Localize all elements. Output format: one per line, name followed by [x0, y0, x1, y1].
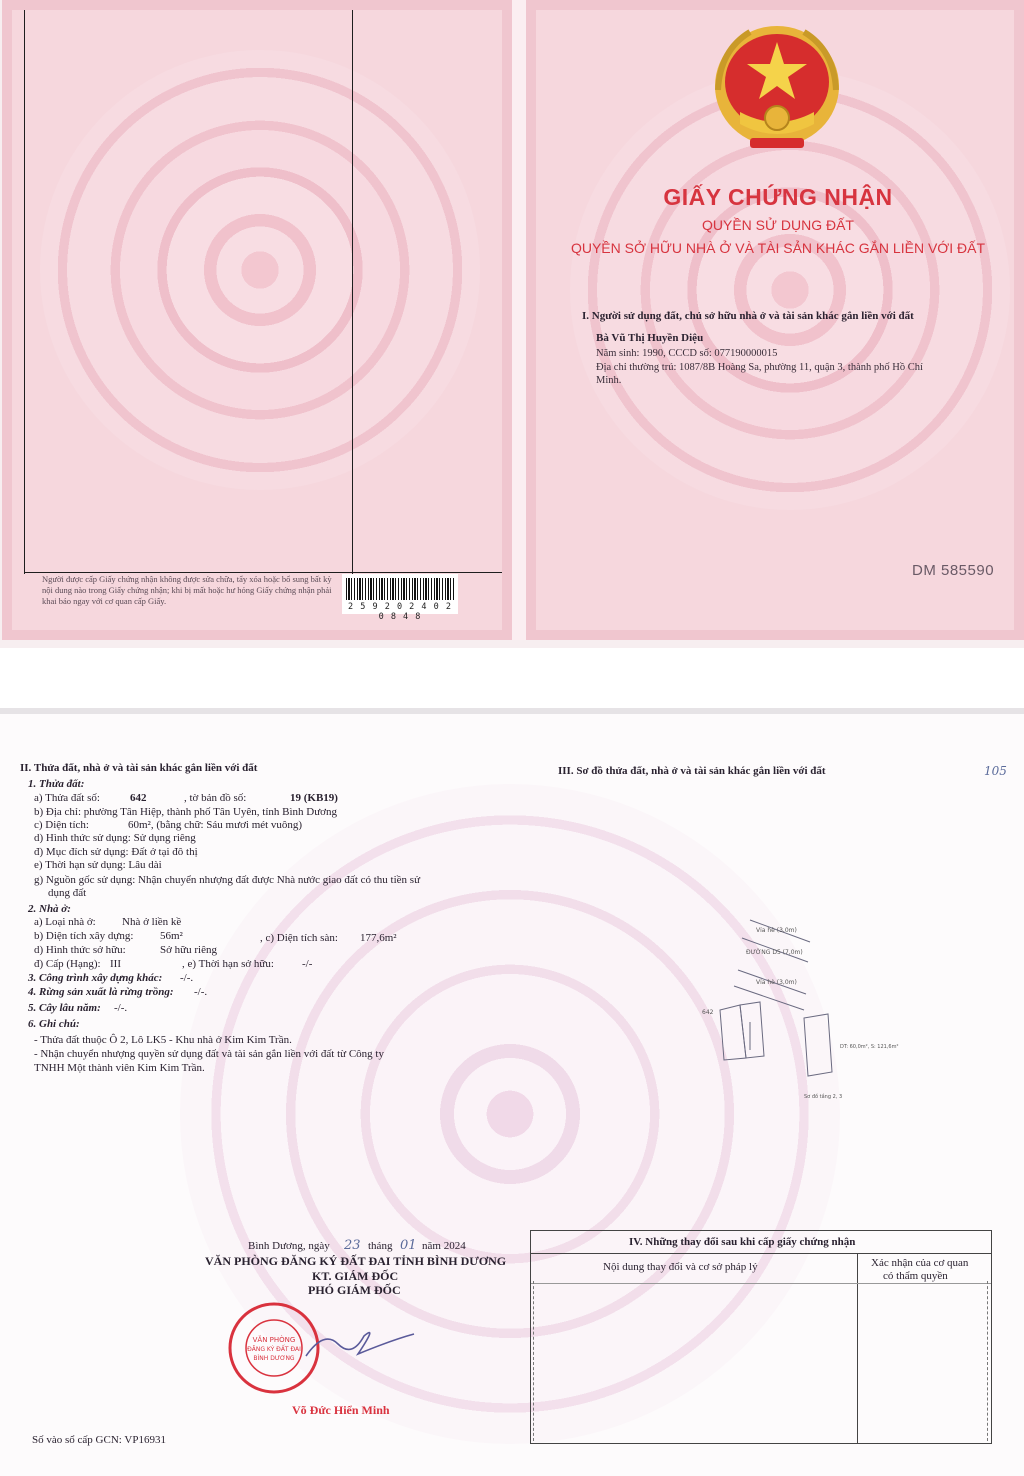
- grade-label: đ) Cấp (Hạng):: [34, 958, 101, 970]
- owner-birth-id: Năm sinh: 1990, CCCD số: 077190000015: [596, 348, 778, 359]
- changes-col-confirm: Xác nhận của cơ quan: [871, 1257, 969, 1269]
- map-value: 19 (KB19): [290, 792, 338, 804]
- corner-mark: 105: [984, 764, 1007, 778]
- other-works-label: 3. Công trình xây dựng khác:: [28, 972, 163, 984]
- table-divider: [531, 1253, 991, 1254]
- build-area-value: 56m²: [160, 930, 183, 942]
- date-month-label: tháng: [368, 1240, 393, 1252]
- note-1: - Thửa đất thuộc Ô 2, Lô LK5 - Khu nhà ở Kim Kim Trần.: [34, 1034, 292, 1046]
- svg-text:BÌNH DƯƠNG: BÌNH DƯƠNG: [253, 1355, 295, 1362]
- own-duration-value: -/-: [302, 958, 313, 970]
- land-address: b) Địa chỉ: phường Tân Hiệp, thành phố Tân Uyên, tỉnh Bình Dương: [34, 806, 337, 818]
- table-margin-line: [987, 1281, 988, 1441]
- serial-number: DM 585590: [912, 562, 995, 579]
- owner-name: Bà Vũ Thị Huyền Diệu: [596, 332, 704, 344]
- certificate-cover: [0, 0, 1024, 648]
- cover-back-panel: [2, 0, 512, 640]
- perennial-label: 5. Cây lâu năm:: [28, 1002, 101, 1014]
- owner-address: Địa chỉ thường trú: 1087/8B Hoàng Sa, phường 11, quận 3, thành phố Hồ Chí: [596, 362, 923, 373]
- fold-line: [24, 10, 25, 574]
- sketch-road-2: ĐƯỜNG D5 (7,0m): [746, 949, 803, 956]
- map-label: , tờ bản đồ số:: [184, 792, 247, 804]
- ownership-value: Sở hữu riêng: [160, 944, 217, 956]
- date-year: năm 2024: [422, 1240, 466, 1252]
- signer-name: Võ Đức Hiển Minh: [292, 1403, 390, 1417]
- table-divider: [531, 1283, 991, 1284]
- sketch-area: DT: 60,0m², S: 121,6m²: [840, 1044, 899, 1050]
- changes-col-content: Nội dung thay đổi và cơ sở pháp lý: [603, 1261, 758, 1273]
- land-purpose: đ) Mục đích sử dụng: Đất ở tại đô thị: [34, 846, 198, 858]
- svg-text:VĂN PHÒNG: VĂN PHÒNG: [252, 1336, 296, 1344]
- table-margin-line: [533, 1281, 534, 1441]
- sketch-road-1: Vỉa hè (3,0m): [756, 927, 797, 934]
- grade-value: III: [110, 958, 121, 970]
- section-2-heading: II. Thửa đất, nhà ở và tài sản khác gắn liền với đất: [20, 762, 258, 774]
- floor-area-label: , c) Diện tích sàn:: [260, 932, 338, 944]
- forest-value: -/-.: [194, 986, 208, 998]
- changes-table: [530, 1230, 992, 1444]
- kt-director: KT. GIÁM ĐỐC: [312, 1269, 399, 1283]
- perennial-value: -/-.: [114, 1002, 128, 1014]
- date-month: 01: [400, 1238, 417, 1253]
- national-emblem-icon: [710, 20, 844, 160]
- ownership-label: d) Hình thức sở hữu:: [34, 944, 126, 956]
- date-prefix: Bình Dương, ngày: [248, 1240, 330, 1252]
- parcel-value: 642: [130, 792, 147, 804]
- drum-pattern: [40, 50, 480, 490]
- area-label: c) Diện tích:: [34, 819, 89, 831]
- note-3: TNHH Một thành viên Kim Kim Trần.: [34, 1062, 205, 1074]
- own-duration-label: , e) Thời hạn sở hữu:: [182, 958, 274, 970]
- owner-address-cont: Minh.: [596, 375, 622, 386]
- cover-warning-note: Người được cấp Giấy chứng nhận không được sửa chữa, tẩy xóa hoặc bổ sung bất kỳ nội dung nào trong Giấy chứng nhận; khi bị mất hoặc hư hỏng Giấy chứng nhận phải khai báo ngay với cơ quan cấp Giấy.: [42, 574, 332, 606]
- certificate-title: GIẤY CHỨNG NHẬN: [663, 184, 893, 210]
- use-form: d) Hình thức sử dụng: Sử dụng riêng: [34, 832, 196, 844]
- area-value: 60m², (bằng chữ: Sáu mươi mét vuông): [128, 819, 303, 831]
- barcode-bars: [346, 578, 454, 600]
- section-1-heading: I. Người sử dụng đất, chủ sở hữu nhà ở và tài sản khác gắn liền với đất: [582, 310, 914, 322]
- table-column-divider: [857, 1253, 858, 1443]
- sketch-floor-note: Sơ đồ tầng 2, 3: [804, 1094, 843, 1100]
- house-heading: 2. Nhà ở:: [28, 903, 71, 915]
- barcode-number: 2 5 9 2 0 2 4 0 2 0 8 4 8: [348, 602, 452, 622]
- house-type-value: Nhà ở liền kề: [122, 916, 182, 928]
- svg-text:ĐĂNG KÝ ĐẤT ĐAI: ĐĂNG KÝ ĐẤT ĐAI: [247, 1346, 301, 1353]
- other-works-value: -/-.: [180, 972, 194, 984]
- house-type-label: a) Loại nhà ở:: [34, 916, 96, 928]
- changes-col-confirm-cont: có thẩm quyền: [883, 1270, 948, 1282]
- land-heading: 1. Thửa đất:: [28, 778, 85, 790]
- land-origin: g) Nguồn gốc sử dụng: Nhận chuyển nhượng đất được Nhà nước giao đất có thu tiền sử: [34, 874, 421, 886]
- forest-label: 4. Rừng sản xuất là rừng trồng:: [28, 986, 174, 998]
- notes-heading: 6. Ghi chú:: [28, 1018, 80, 1030]
- date-day: 23: [344, 1238, 361, 1253]
- cover-spine: [512, 0, 526, 640]
- register-number: Số vào sổ cấp GCN: VP16931: [32, 1434, 166, 1446]
- deputy-director: PHÓ GIÁM ĐỐC: [308, 1283, 401, 1297]
- note-2: - Nhận chuyển nhượng quyền sử dụng đất và tài sản gắn liền với đất từ Công ty: [34, 1048, 384, 1060]
- section-3-heading: III. Sơ đồ thửa đất, nhà ở và tài sản khác gắn liền với đất: [558, 765, 826, 777]
- barcode: [342, 574, 458, 622]
- land-origin-cont: dụng đất: [48, 887, 87, 899]
- sketch-road-3: Vỉa hè (3,0m): [756, 979, 797, 986]
- land-duration: e) Thời hạn sử dụng: Lâu dài: [34, 859, 162, 871]
- signature-icon: [300, 1310, 420, 1370]
- certificate-subtitle-2: QUYỀN SỞ HỮU NHÀ Ở VÀ TÀI SẢN KHÁC GẮN LIỀN VỚI ĐẤT: [570, 240, 986, 256]
- sketch-plot-number: 642: [702, 1009, 714, 1016]
- changes-table-heading: IV. Những thay đổi sau khi cấp giấy chứng nhận: [629, 1236, 856, 1248]
- issuing-office: VĂN PHÒNG ĐĂNG KÝ ĐẤT ĐAI TỈNH BÌNH DƯƠNG: [205, 1254, 507, 1268]
- parcel-sketch-diagram: [680, 910, 940, 1110]
- floor-area-value: 177,6m²: [360, 932, 397, 944]
- certificate-subtitle-1: QUYỀN SỬ DỤNG ĐẤT: [702, 217, 854, 233]
- build-area-label: b) Diện tích xây dựng:: [34, 930, 134, 942]
- fold-line: [352, 10, 353, 574]
- fold-line: [24, 572, 512, 573]
- parcel-label: a) Thửa đất số:: [34, 792, 100, 804]
